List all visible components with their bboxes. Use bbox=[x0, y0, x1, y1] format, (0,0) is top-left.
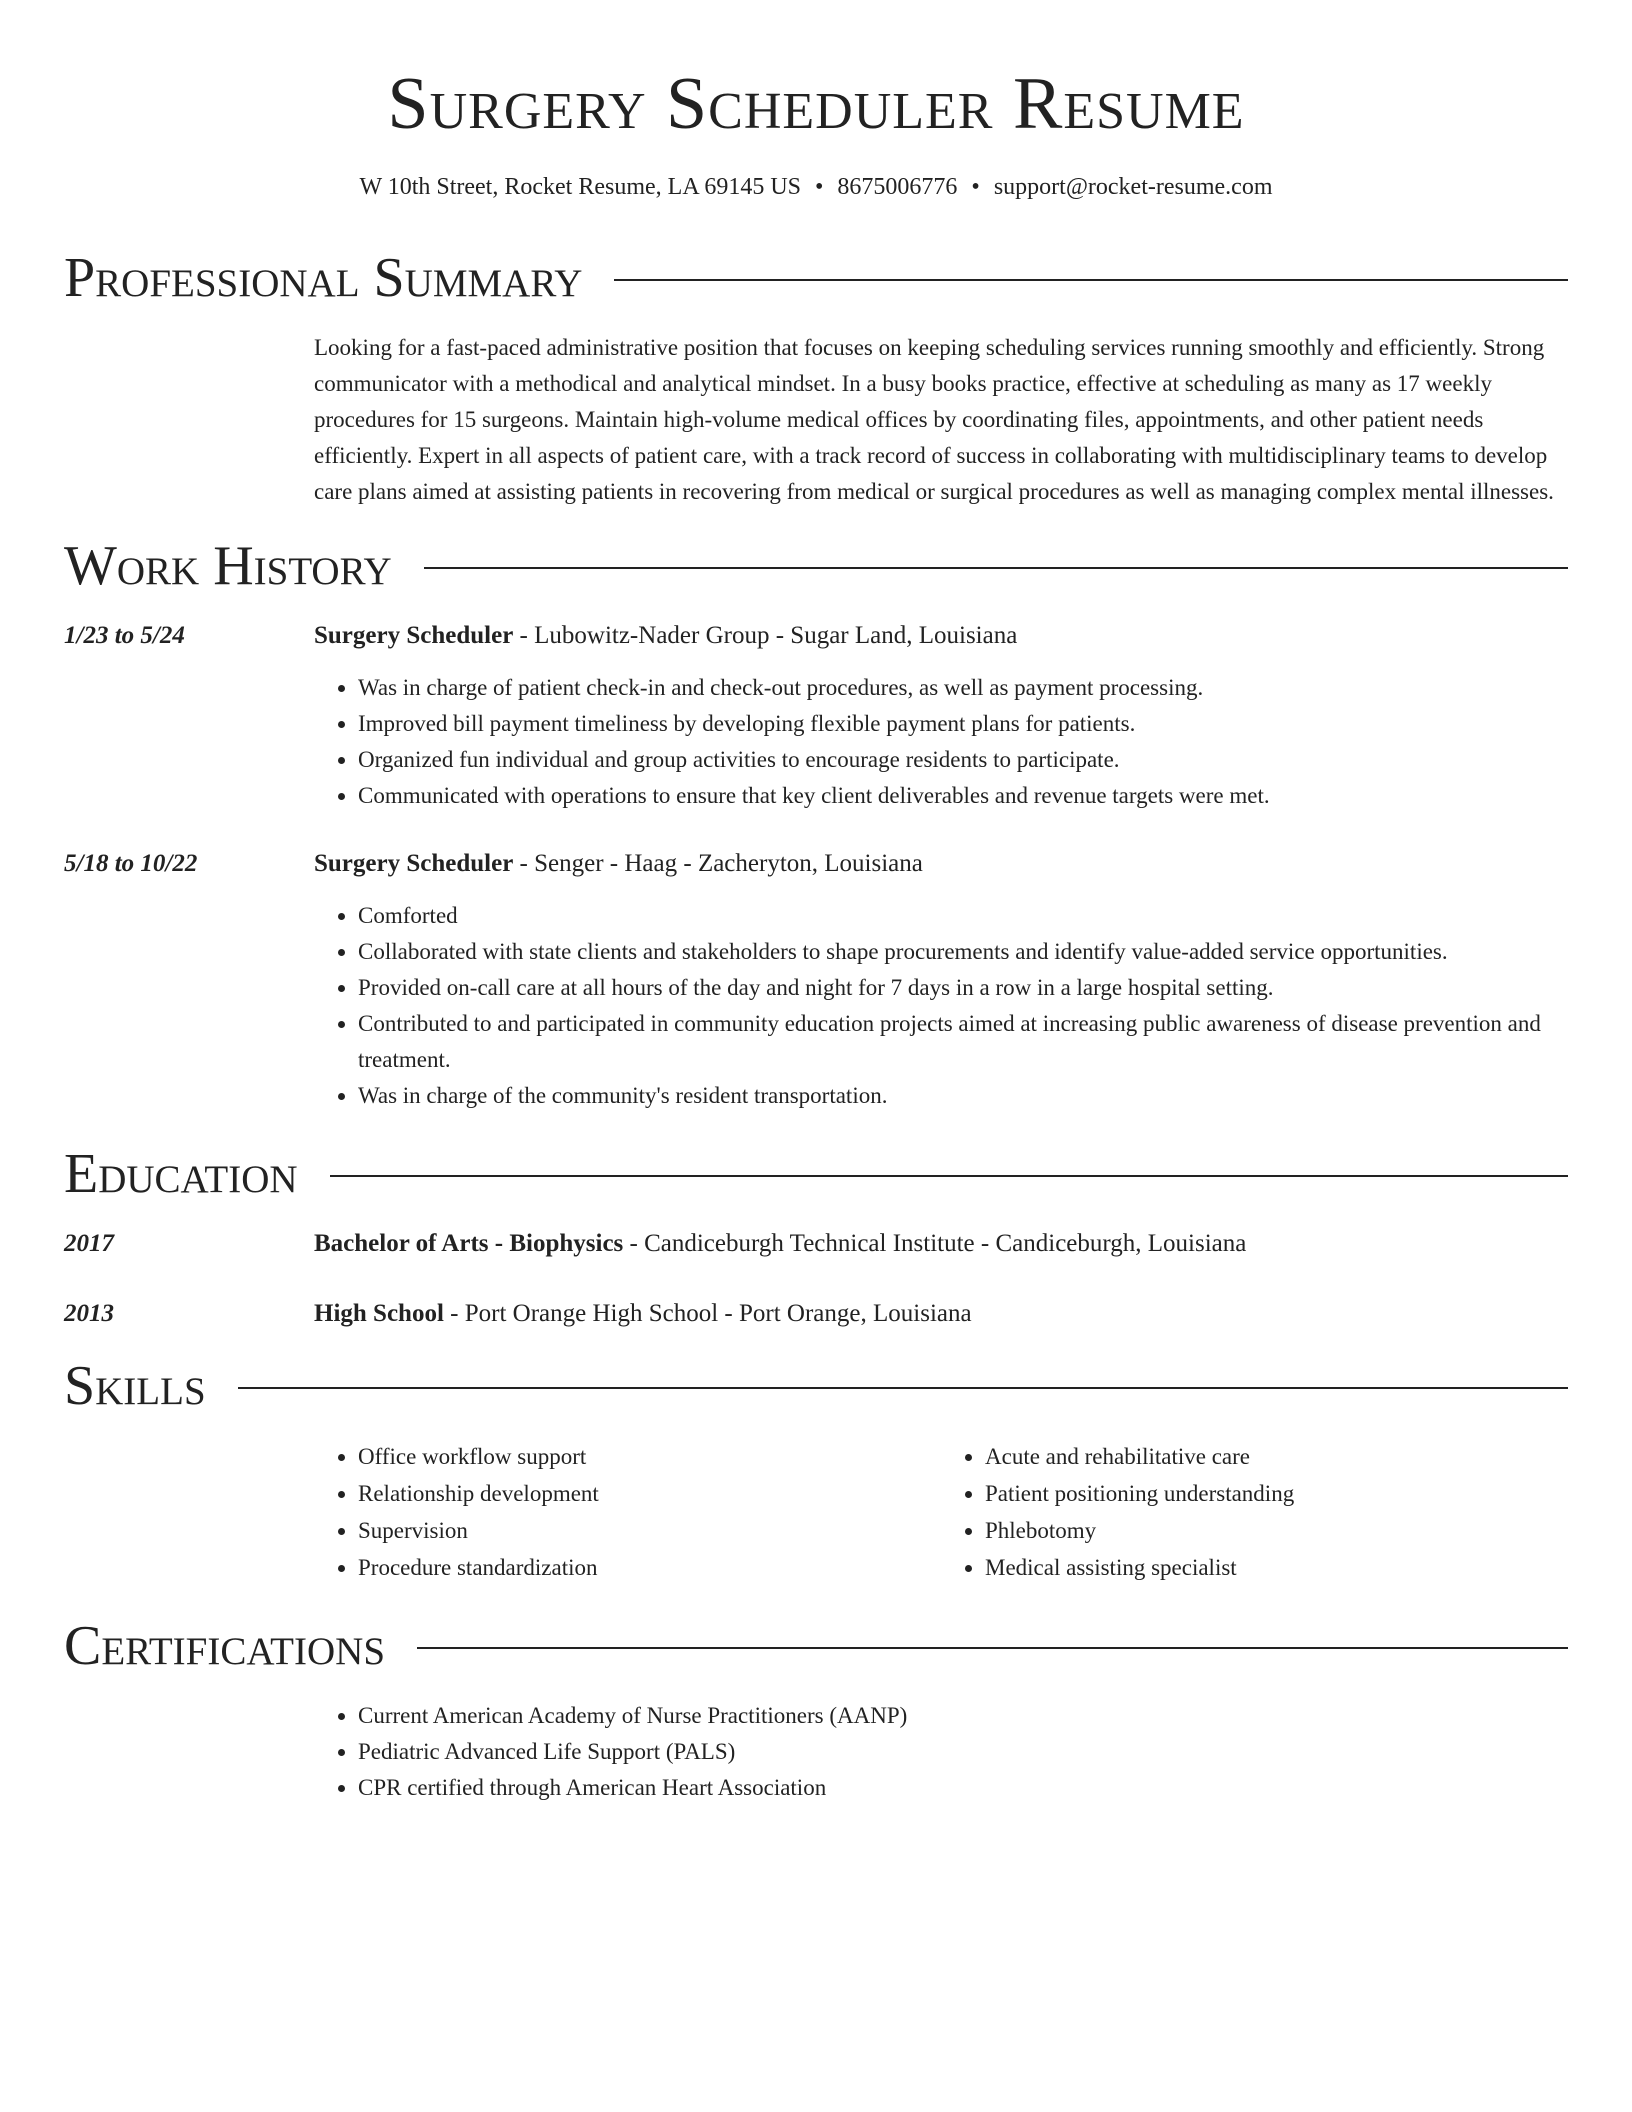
list-item: • CPR certified through American Heart Association bbox=[358, 1770, 1568, 1806]
education-degree: High School bbox=[314, 1300, 444, 1327]
certifications-list bbox=[314, 1698, 1568, 1806]
summary-text: Looking for a fast-paced administrative position that focuses on keeping scheduling services running smoothly and efficiently. Strong communicator with a methodical and analytical mindset. In a busy books practice, effective at scheduling as many as 17 weekly procedures for 15 surgeons. Maintain high-volume medical offices by coordinating files, appointments, and other patient needs efficiently. Expert in all aspects of patient care, with a track record of success in collaborating with multidisciplinary teams to develop care plans aimed at assisting patients in recovering from medical or surgical procedures as well as managing complex mental illnesses. bbox=[314, 335, 1554, 504]
list-item: • Supervision bbox=[358, 1512, 941, 1549]
list-item: • Acute and rehabilitative care bbox=[985, 1438, 1568, 1475]
list-item: • Phlebotomy bbox=[985, 1512, 1568, 1549]
contact-email: support@rocket-resume.com bbox=[993, 174, 1273, 200]
section-divider bbox=[330, 1175, 1568, 1177]
education-body bbox=[314, 1226, 1568, 1262]
job-body bbox=[314, 846, 1568, 1114]
education-entry bbox=[64, 1226, 1568, 1262]
education-body bbox=[314, 1296, 1568, 1332]
skills-column-right bbox=[941, 1438, 1568, 1586]
contact-separator: • bbox=[815, 174, 824, 200]
job-body bbox=[314, 618, 1568, 814]
education-section-header bbox=[64, 1142, 1568, 1206]
list-item: • Procedure standardization bbox=[358, 1549, 941, 1586]
work-section-header bbox=[64, 534, 1568, 598]
education-line bbox=[314, 1226, 1568, 1262]
education-line bbox=[314, 1296, 1568, 1332]
work-heading: Work History bbox=[64, 535, 392, 597]
job-details: - Senger - Haag - Zacheryton, Louisiana bbox=[513, 850, 923, 877]
skills-column-left bbox=[314, 1438, 941, 1586]
list-item: • Organized fun individual and group activities to encourage residents to participate. bbox=[358, 742, 1568, 778]
list-item: • Provided on-call care at all hours of the day and night for 7 days in a row in a large hospital setting. bbox=[358, 970, 1568, 1006]
section-divider bbox=[238, 1387, 1568, 1389]
list-item: • Current American Academy of Nurse Practitioners (AANP) bbox=[358, 1698, 1568, 1734]
certifications-heading: Certifications bbox=[64, 1615, 386, 1677]
skills-list bbox=[314, 1438, 1568, 1586]
list-item: • Was in charge of the community's resident transportation. bbox=[358, 1078, 1568, 1114]
contact-phone: 8675006776 bbox=[837, 174, 958, 200]
skills-heading: Skills bbox=[64, 1355, 206, 1417]
list-item: • Communicated with operations to ensure that key client deliverables and revenue targets were met. bbox=[358, 778, 1568, 814]
job-title-line bbox=[314, 846, 1568, 882]
list-item: • Pediatric Advanced Life Support (PALS) bbox=[358, 1734, 1568, 1770]
education-entry bbox=[64, 1296, 1568, 1332]
contact-line bbox=[64, 170, 1568, 204]
job-title-line bbox=[314, 618, 1568, 654]
education-year: 2017 bbox=[64, 1230, 114, 1257]
job-title: Surgery Scheduler bbox=[314, 622, 514, 649]
job-details: - Lubowitz-Nader Group - Sugar Land, Louisiana bbox=[513, 622, 1018, 649]
job-title: Surgery Scheduler bbox=[314, 850, 514, 877]
job-bullets bbox=[314, 898, 1568, 1114]
list-item: • Collaborated with state clients and stakeholders to shape procurements and identify value-added service opportunities. bbox=[358, 934, 1568, 970]
list-item: • Contributed to and participated in community education projects aimed at increasing public awareness of disease prevention and treatment. bbox=[358, 1006, 1568, 1078]
contact-address: W 10th Street, Rocket Resume, LA 69145 US bbox=[359, 174, 801, 200]
list-item: • Was in charge of patient check-in and check-out procedures, as well as payment processing. bbox=[358, 670, 1568, 706]
list-item: • Medical assisting specialist bbox=[985, 1549, 1568, 1586]
summary-section-header bbox=[64, 246, 1568, 310]
list-item: • Patient positioning understanding bbox=[985, 1475, 1568, 1512]
job-dates: 5/18 to 10/22 bbox=[64, 850, 198, 877]
job-bullets bbox=[314, 670, 1568, 814]
certifications-section-header bbox=[64, 1614, 1568, 1678]
resume-page bbox=[64, 0, 1568, 1806]
section-divider bbox=[424, 567, 1568, 569]
summary-heading: Professional Summary bbox=[64, 247, 583, 309]
education-year: 2013 bbox=[64, 1300, 114, 1327]
section-divider bbox=[417, 1647, 1568, 1649]
education-degree: Bachelor of Arts - Biophysics bbox=[314, 1230, 624, 1257]
job-entry bbox=[64, 846, 1568, 1114]
skills-section-header bbox=[64, 1354, 1568, 1418]
education-details: - Candiceburgh Technical Institute - Candiceburgh, Louisiana bbox=[623, 1230, 1247, 1257]
list-item: • Relationship development bbox=[358, 1475, 941, 1512]
contact-separator: • bbox=[971, 174, 980, 200]
list-item: • Office workflow support bbox=[358, 1438, 941, 1475]
section-divider bbox=[614, 279, 1568, 281]
job-dates: 1/23 to 5/24 bbox=[64, 622, 185, 649]
education-details: - Port Orange High School - Port Orange, Louisiana bbox=[443, 1300, 972, 1327]
list-item: • Comforted bbox=[358, 898, 1568, 934]
education-heading: Education bbox=[64, 1143, 298, 1205]
job-entry bbox=[64, 618, 1568, 814]
list-item: • Improved bill payment timeliness by developing flexible payment plans for patients. bbox=[358, 706, 1568, 742]
resume-title: Surgery Scheduler Resume bbox=[387, 63, 1245, 145]
